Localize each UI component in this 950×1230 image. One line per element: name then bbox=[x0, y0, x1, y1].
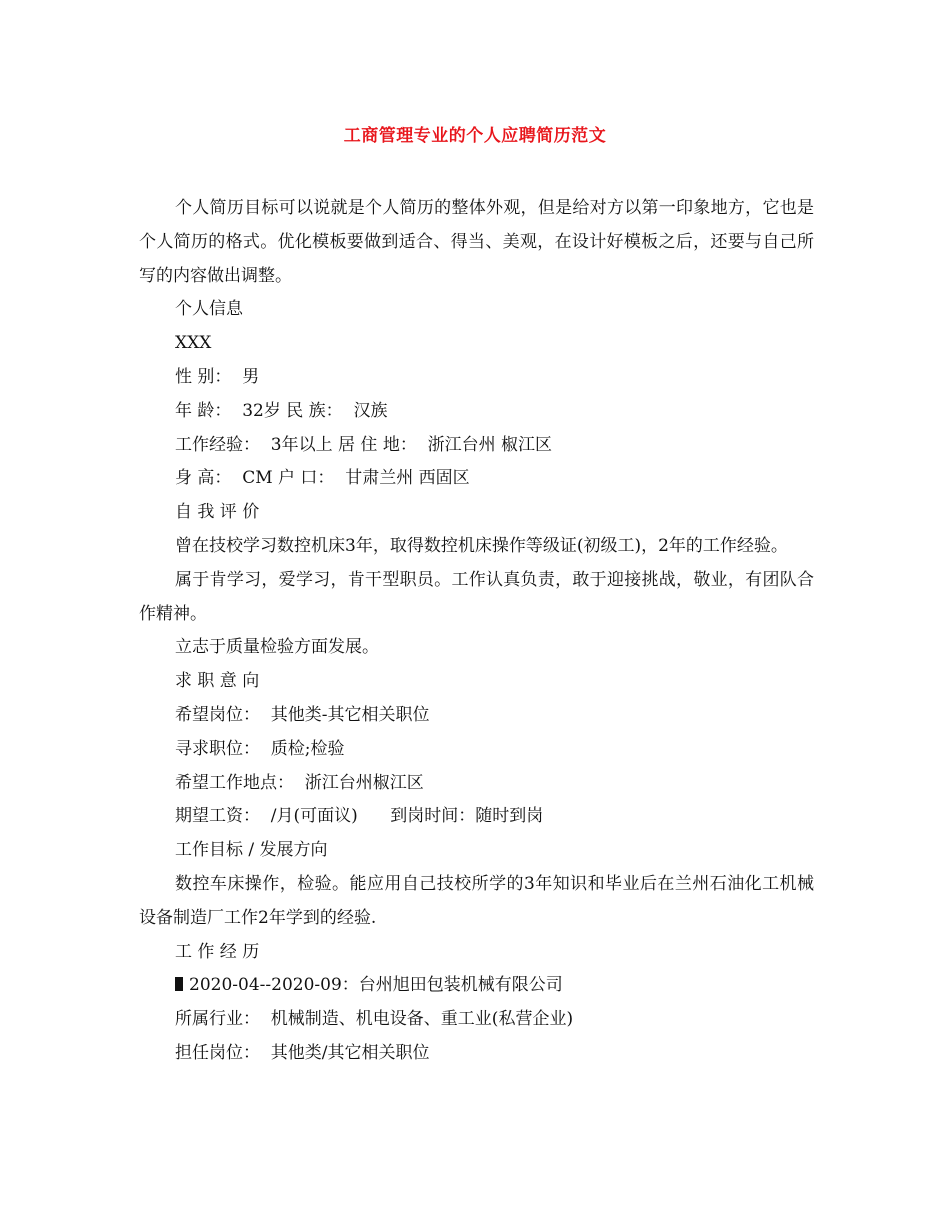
document-body bbox=[139, 192, 814, 1071]
section-heading-personal-info: 个人信息 bbox=[175, 299, 243, 320]
info-name: XXX bbox=[175, 333, 212, 354]
info-gender: 性 别： 男 bbox=[175, 366, 260, 387]
intro-paragraph: 个人简历目标可以说就是个人简历的整体外观，但是给对方以第一印象地方，它也是个人简历的格式。优化模板要做到适合、得当、美观，在设计好模板之后，还要与自己所写的内容做出调整。 bbox=[139, 198, 814, 286]
info-height-hukou: 身 高： CM 户 口： 甘肃兰州 西固区 bbox=[175, 468, 470, 489]
document-title: 工商管理专业的个人应聘简历范文 bbox=[343, 126, 607, 146]
self-evaluation-paragraph-2: 属于肯学习，爱学习，肯干型职员。工作认真负责，敢于迎接挑战，敬业，有团队合作精神。 bbox=[139, 569, 814, 624]
work-history-period-company: 2020-04--2020-09：台州旭田包装机械有限公司 bbox=[189, 975, 563, 996]
intention-salary-availability: 期望工资： /月(可面议) 到岗时间：随时到岗 bbox=[175, 806, 544, 827]
work-history-position: 担任岗位： 其他类/其它相关职位 bbox=[175, 1042, 430, 1063]
intention-desired-position: 希望岗位： 其他类-其它相关职位 bbox=[175, 704, 430, 725]
self-evaluation-paragraph-1: 曾在技校学习数控机床3年，取得数控机床操作等级证(初级工)，2年的工作经验。 bbox=[175, 535, 788, 556]
work-history-industry: 所属行业： 机械制造、机电设备、重工业(私营企业) bbox=[175, 1009, 574, 1030]
work-history-entry bbox=[139, 969, 814, 1003]
section-heading-self-evaluation: 自 我 评 价 bbox=[175, 502, 260, 523]
intention-sought-position: 寻求职位： 质检;检验 bbox=[175, 738, 345, 759]
bullet-square-icon bbox=[175, 977, 183, 991]
section-heading-work-history: 工 作 经 历 bbox=[175, 941, 260, 962]
career-goal-paragraph: 数控车床操作，检验。能应用自己技校所学的3年知识和毕业后在兰州石油化工机械设备制造厂工作2年学到的经验. bbox=[139, 873, 814, 928]
section-heading-career-goal: 工作目标 / 发展方向 bbox=[175, 840, 328, 861]
section-heading-job-intention: 求 职 意 向 bbox=[175, 671, 260, 692]
intention-work-location: 希望工作地点： 浙江台州椒江区 bbox=[175, 772, 424, 793]
info-age-ethnicity: 年 龄： 32岁 民 族： 汉族 bbox=[175, 400, 388, 421]
self-evaluation-paragraph-3: 立志于质量检验方面发展。 bbox=[175, 637, 379, 658]
info-experience-residence: 工作经验： 3年以上 居 住 地： 浙江台州 椒江区 bbox=[175, 434, 553, 455]
